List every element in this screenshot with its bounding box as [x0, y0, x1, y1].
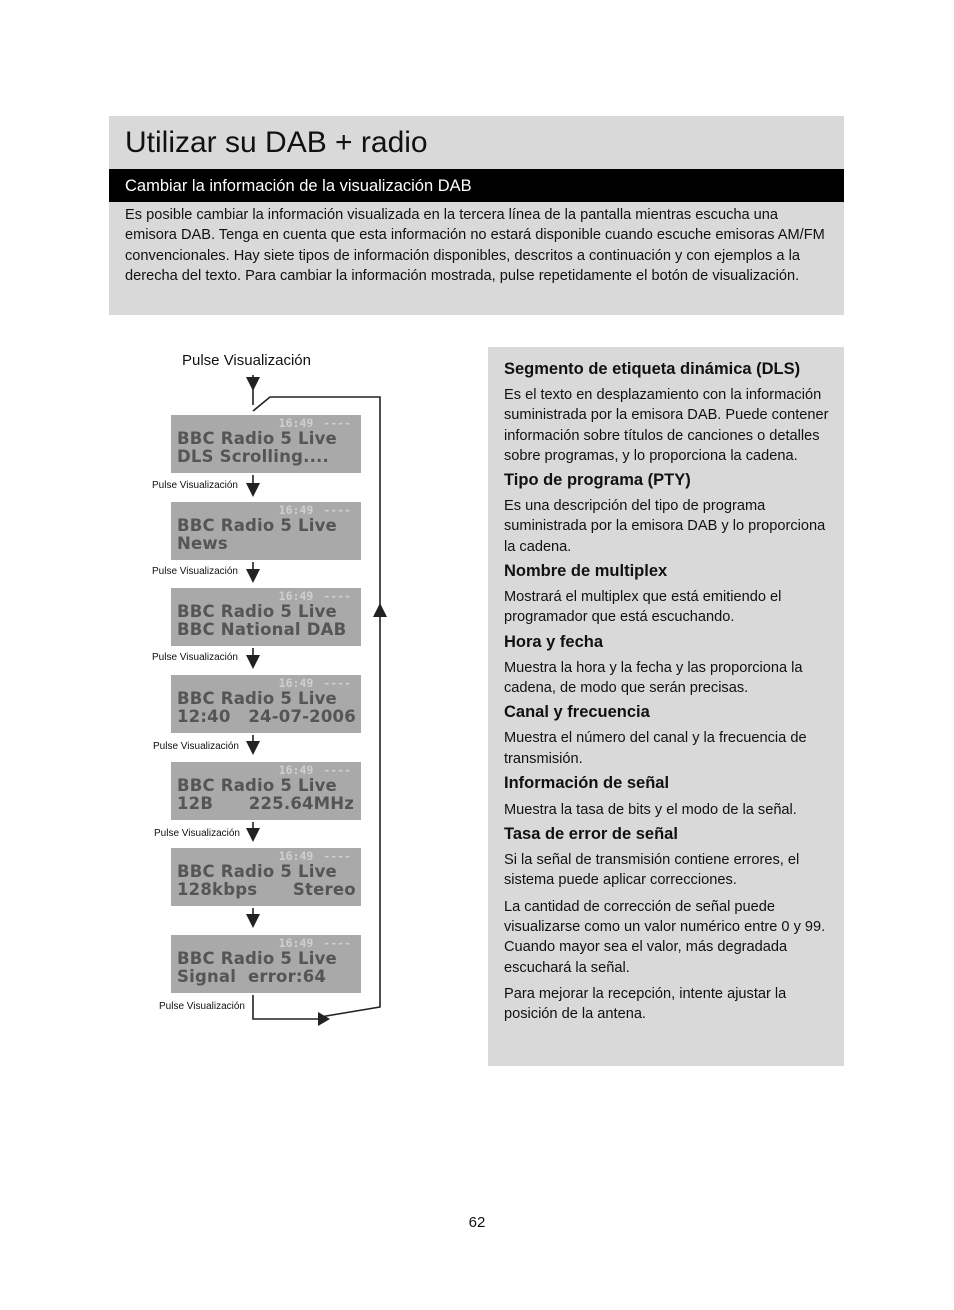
lcd-status: ---- — [323, 503, 351, 517]
pulse-label-top: Pulse Visualización — [182, 352, 311, 369]
dls-text: Es el texto en desplazamiento con la información suministrada por la emisora DAB. Puede contener información sobre títulos de canciones o detalles sobre programas, y lo proporciona la cadena. — [504, 387, 829, 464]
lcd-time: 16:49 — [278, 763, 314, 777]
lcd-line-2: DLS Scrolling.... — [177, 447, 329, 466]
pulse-label-5: Pulse Visualización — [154, 828, 240, 839]
lcd-line-2: 12:40 24-07-2006 — [177, 707, 356, 726]
pulse-label-3: Pulse Visualización — [152, 652, 238, 663]
page-number: 62 — [468, 1214, 486, 1231]
lcd-status: ---- — [323, 589, 351, 603]
lcd-screen-channel — [171, 762, 361, 820]
lcd-status: ---- — [323, 676, 351, 690]
channel-text: Muestra el número del canal y la frecuencia de transmisión. — [504, 730, 807, 767]
lcd-line-2: Signal error:64 — [177, 967, 327, 986]
lcd-line-1: BBC Radio 5 Live — [177, 429, 337, 448]
lcd-time: 16:49 — [278, 936, 314, 950]
lcd-time: 16:49 — [278, 676, 314, 690]
lcd-status: ---- — [323, 763, 351, 777]
lcd-time: 16:49 — [278, 589, 314, 603]
channel-heading: Canal y frecuencia — [504, 703, 650, 722]
lcd-line-2: 12B 225.64MHz — [177, 794, 355, 813]
dls-heading: Segmento de etiqueta dinámica (DLS) — [504, 360, 801, 378]
error-text-2: La cantidad de corrección de señal puede visualizarse como un valor numérico entre 0 y 99. Cuando mayor sea el valor, más degradada escuchará la señal. — [504, 898, 826, 976]
lcd-line-1: BBC Radio 5 Live — [177, 516, 337, 535]
lcd-status: ---- — [323, 936, 351, 950]
lcd-screen-datetime — [171, 675, 361, 733]
signal-heading: Información de señal — [504, 773, 670, 792]
lcd-screen-pty — [171, 502, 361, 560]
intro-paragraph: Es posible cambiar la información visualizada en la tercera línea de la pantalla mientras escucha una emisora DAB. Tenga en cuenta que esta información no estará disponible cuando escuche emisoras AM/FM convencionales. Hay siete tipos de información disponibles, descritos a continuación y con ejemplos a la derecha del texto. Para cambiar la información mostrada, pulse repetidamente el botón de visualización. — [125, 207, 825, 284]
datetime-heading: Hora y fecha — [504, 632, 604, 651]
multiplex-heading: Nombre de multiplex — [504, 562, 668, 581]
error-heading: Tasa de error de señal — [504, 825, 678, 844]
lcd-status: ---- — [323, 849, 351, 863]
lcd-time: 16:49 — [278, 849, 314, 863]
lcd-line-1: BBC Radio 5 Live — [177, 776, 337, 795]
lcd-screen-signal — [171, 848, 361, 906]
error-text-3: Para mejorar la recepción, intente ajustar la posición de la antena. — [504, 985, 787, 1023]
lcd-line-1: BBC Radio 5 Live — [177, 949, 337, 968]
pulse-label-4: Pulse Visualización — [153, 741, 239, 752]
lcd-status: ---- — [323, 416, 351, 430]
page-title: Utilizar su DAB + radio — [125, 126, 428, 159]
error-text-1: Si la señal de transmisión contiene errores, el sistema puede aplicar correcciones. — [504, 852, 800, 889]
pulse-label-2: Pulse Visualización — [152, 566, 238, 577]
lcd-line-2: News — [177, 534, 228, 553]
lcd-screen-error — [171, 935, 361, 993]
multiplex-text: Mostrará el multiplex que está emitiendo el programador que está escuchando. — [504, 589, 782, 626]
section-title-bar: Cambiar la información de la visualización DAB — [109, 169, 844, 202]
signal-text: Muestra la tasa de bits y el modo de la señal. — [504, 801, 797, 818]
lcd-screen-dls — [171, 415, 361, 473]
lcd-line-1: BBC Radio 5 Live — [177, 689, 337, 708]
lcd-time: 16:49 — [278, 416, 314, 430]
pty-text: Es una descripción del tipo de programa suministrada por la emisora DAB y lo proporciona la cadena. — [504, 498, 826, 555]
lcd-time: 16:49 — [278, 503, 314, 517]
display-cycle-diagram — [140, 345, 440, 1045]
info-panel — [488, 347, 844, 1066]
pulse-label-6: Pulse Visualización — [159, 1001, 245, 1012]
lcd-line-2: BBC National DAB — [177, 620, 347, 639]
datetime-text: Muestra la hora y la fecha y las proporciona la cadena, de modo que serán precisas. — [504, 659, 803, 696]
header-box — [109, 116, 844, 315]
lcd-line-1: BBC Radio 5 Live — [177, 862, 337, 881]
pulse-label-1: Pulse Visualización — [152, 480, 238, 491]
pty-heading: Tipo de programa (PTY) — [504, 471, 691, 490]
lcd-line-2: 128kbps Stereo — [177, 880, 356, 899]
lcd-line-1: BBC Radio 5 Live — [177, 602, 337, 621]
lcd-screen-multiplex — [171, 588, 361, 646]
